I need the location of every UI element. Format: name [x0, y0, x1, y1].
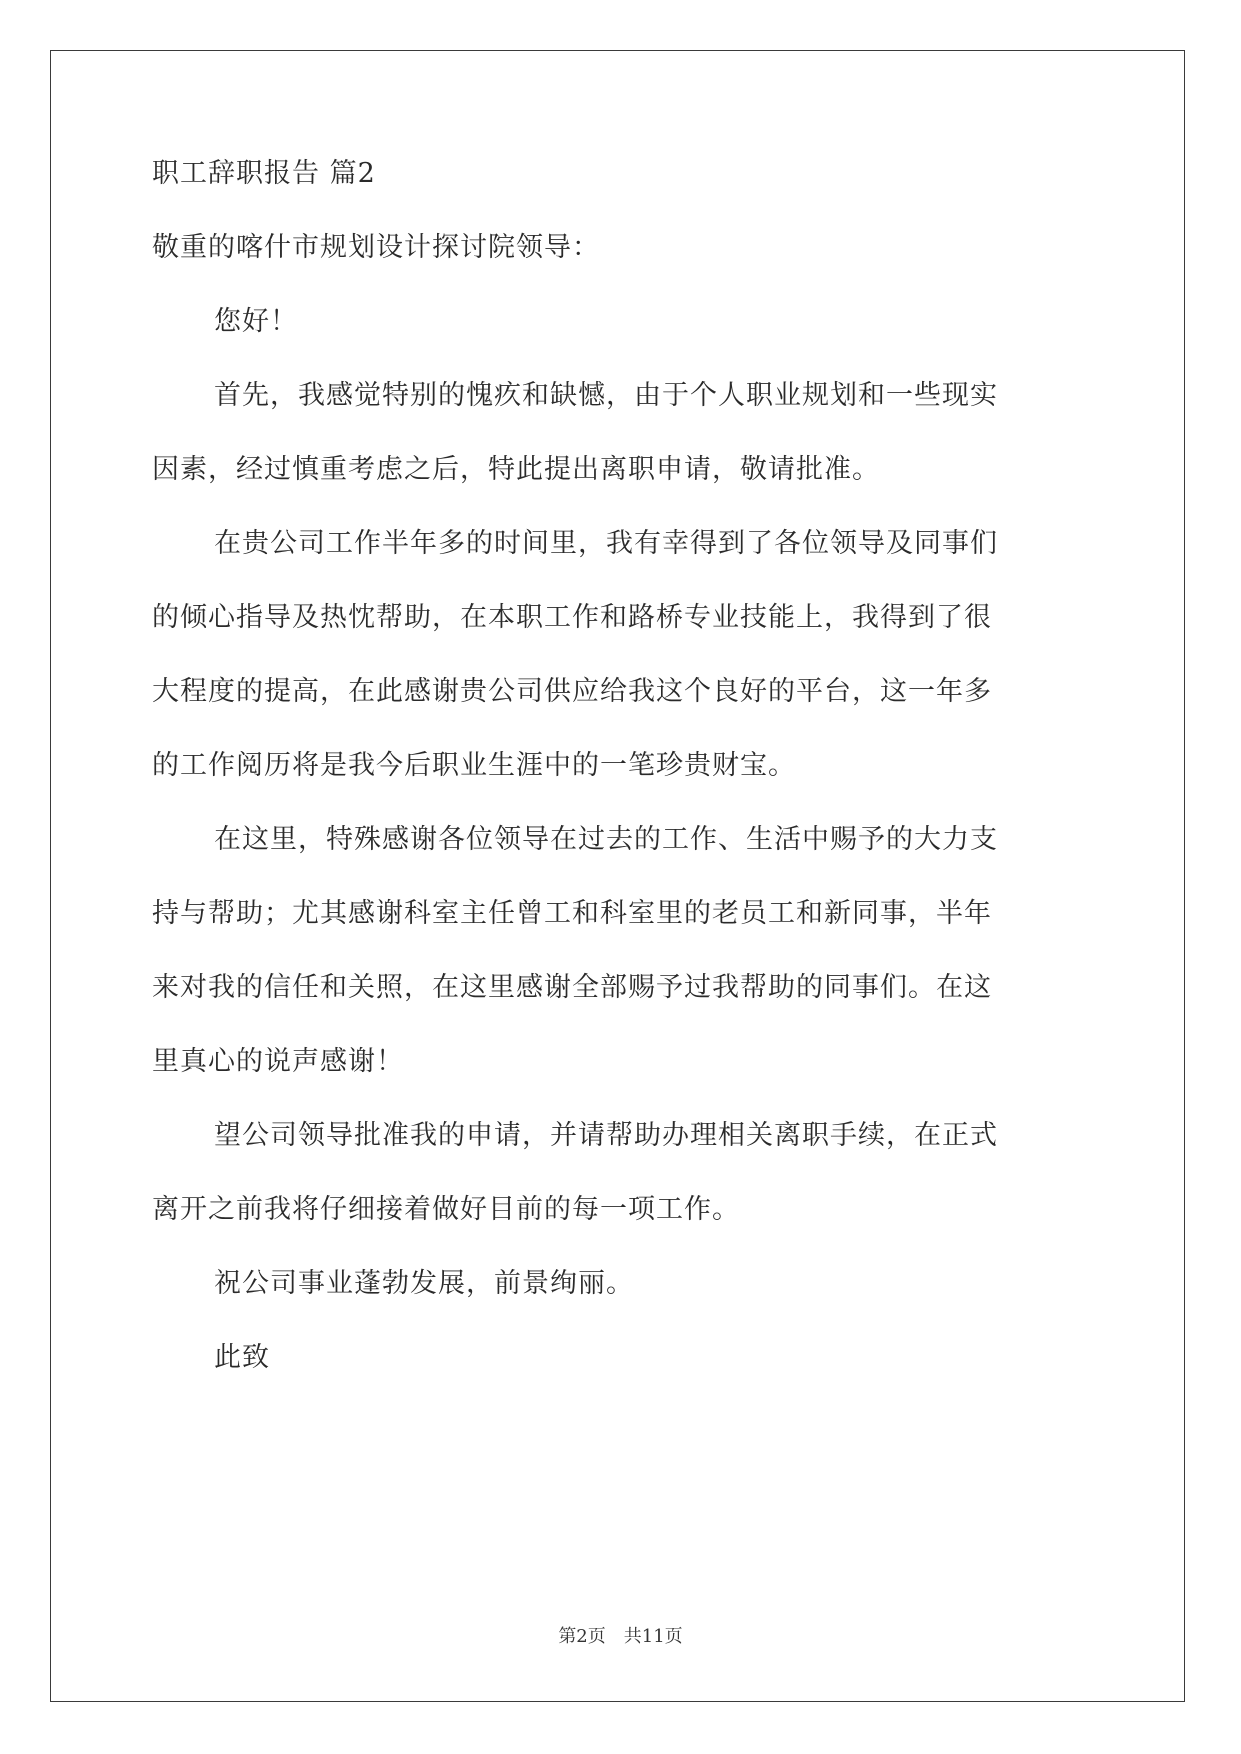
document-heading: 职工辞职报告 篇2	[152, 158, 376, 189]
paragraph-line: 大程度的提高，在此感谢贵公司供应给我这个良好的平台，这一年多	[152, 676, 992, 707]
page-number-total: 共11页	[623, 1626, 683, 1647]
paragraph-line: 来对我的信任和关照，在这里感谢全部赐予过我帮助的同事们。在这	[152, 972, 992, 1003]
greeting: 您好！	[214, 306, 298, 337]
paragraph-line: 首先，我感觉特别的愧疚和缺憾，由于个人职业规划和一些现实	[214, 380, 998, 411]
paragraph-line: 里真心的说声感谢！	[152, 1046, 404, 1077]
paragraph-line: 在贵公司工作半年多的时间里，我有幸得到了各位领导及同事们	[214, 528, 998, 559]
page-border	[50, 50, 1185, 1702]
page-number-current: 第2页	[558, 1626, 606, 1647]
paragraph-line: 离开之前我将仔细接着做好目前的每一项工作。	[152, 1194, 740, 1225]
paragraph-line: 因素，经过慎重考虑之后，特此提出离职申请，敬请批准。	[152, 454, 880, 485]
page-footer	[0, 1622, 1241, 1648]
paragraph-line: 的工作阅历将是我今后职业生涯中的一笔珍贵财宝。	[152, 750, 796, 781]
closing-wish: 祝公司事业蓬勃发展，前景绚丽。	[214, 1268, 634, 1299]
paragraph-line: 的倾心指导及热忱帮助，在本职工作和路桥专业技能上，我得到了很	[152, 602, 992, 633]
paragraph-line: 持与帮助；尤其感谢科室主任曾工和科室里的老员工和新同事，半年	[152, 898, 992, 929]
paragraph-line: 望公司领导批准我的申请，并请帮助办理相关离职手续，在正式	[214, 1120, 998, 1151]
closing-salute: 此致	[214, 1342, 270, 1373]
paragraph-line: 在这里，特殊感谢各位领导在过去的工作、生活中赐予的大力支	[214, 824, 998, 855]
salutation: 敬重的喀什市规划设计探讨院领导：	[152, 232, 600, 263]
